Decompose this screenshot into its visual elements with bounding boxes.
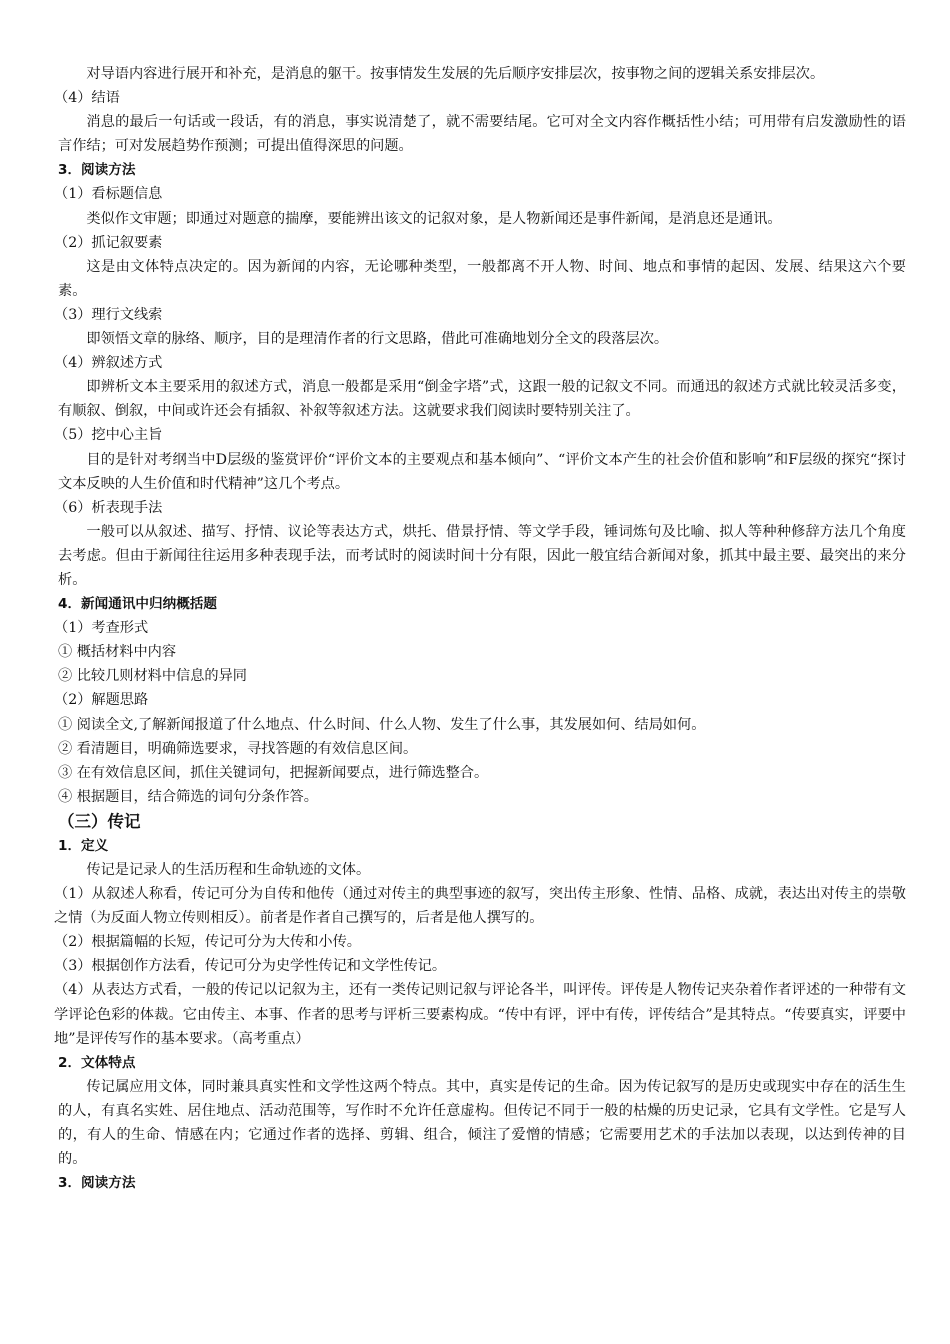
subheading-main-idea: （5）挖中心主旨 (54, 427, 163, 444)
paragraph-clue: 即领悟文章的脉络、顺序，目的是理清作者的行文思路，借此可准确地划分全文的段落层次。 (86, 331, 669, 348)
subheading-narration-style: （4）辨叙述方式 (54, 355, 163, 372)
paragraph-title-info: 类似作文审题；即通过对题意的揣摩，要能辨出该文的记叙对象，是人物新闻还是事件新闻，是消息还是通讯。 (86, 210, 782, 227)
paragraph-length-type: （2）根据篇幅的长短，传记可分为大传和小传。 (54, 934, 361, 951)
heading-genre-features: 2．文体特点 (58, 1054, 136, 1071)
paragraph-method-type: （3）根据创作方法看，传记可分为史学性传记和文学性传记。 (54, 958, 447, 975)
heading-reading-method-2: 3．阅读方法 (58, 1175, 136, 1192)
paragraph-narrative-elements: 这是由文体特点决定的。因为新闻的内容，无论哪种类型，一般都离不开人物、时间、地点和事情的起因、发展、结果这六个要素。 (58, 258, 906, 299)
heading-summary-questions: 4．新闻通讯中归纳概括题 (58, 596, 217, 613)
paragraph-conclusion: 消息的最后一句话或一段话，有的消息，事实说清楚了，就不需要结尾。它可对全文内容作概括性小结；可用带有启发激励性的语言作结；可对发展趋势作预测；可提出值得深思的问题。 (58, 114, 906, 155)
paragraph-techniques: 一般可以从叙述、描写、抒情、议论等表达方式，烘托、借景抒情、等文学手段，锤词炼句及比喻、拟人等种种修辞方法几个角度去考虑。但由于新闻往往运用多种表现手法，而考试时的阅读时间十分有限，因此一般宜结合新闻对象，抓其中最主要、最突出的来分析。 (58, 523, 906, 588)
paragraph-narration-style: 即辨析文本主要采用的叙述方式，消息一般都是采用“倒金字塔”式，这跟一般的记叙文不同。而通迅的叙述方式就比较灵活多变，有顺叙、倒叙，中间或许还会有插叙、补叙等叙述方法。这就要求我们阅读时要特别关注了。 (58, 379, 906, 420)
heading-reading-method: 3．阅读方法 (58, 162, 136, 179)
list-item: ① 阅读全文,了解新闻报道了什么地点、什么时间、什么人物、发生了什么事，其发展如何、结局如何。 (58, 716, 706, 733)
paragraph-definition: 传记是记录人的生活历程和生命轨迹的文体。 (86, 862, 371, 878)
subheading-question-form: （1）考查形式 (54, 620, 149, 637)
subheading-solving-approach: （2）解题思路 (54, 692, 149, 709)
heading-definition: 1．定义 (58, 837, 109, 854)
subheading-title-info: （1）看标题信息 (54, 186, 163, 203)
paragraph-expression-type: （4）从表达方式看，一般的传记以记叙为主，还有一类传记则记叙与评论各半，叫评传。评传是人物传记夹杂着作者评述的一种带有文学评论色彩的体裁。它由传主、本事、作者的思考与评析三要素构成。“传中有评，评中有传，评传结合”是其特点。“传要真实，评要中地”是评传写作的基本要求。（高考重点） (54, 982, 906, 1047)
list-item: ④ 根据题目，结合筛选的词句分条作答。 (58, 788, 318, 805)
paragraph-main-idea: 目的是针对考纲当中D层级的鉴赏评价“评价文本的主要观点和基本倾向”、“评价文本产生的社会价值和影响”和F层级的探究“探讨文本反映的人生价值和时代精神”这几个考点。 (58, 451, 906, 492)
section-heading-biography: （三）传记 (58, 811, 141, 831)
subheading-clue: （3）理行文线索 (54, 306, 163, 323)
paragraph-body-expansion: 对导语内容进行展开和补充，是消息的躯干。按事情发生发展的先后顺序安排层次，按事物之间的逻辑关系安排层次。 (86, 66, 825, 82)
list-item: ② 看清题目，明确筛选要求，寻找答题的有效信息区间。 (58, 740, 418, 757)
list-item: ② 比较几则材料中信息的异同 (58, 668, 247, 685)
subheading-techniques: （6）析表现手法 (54, 499, 163, 516)
list-item: ① 概括材料中内容 (58, 644, 177, 661)
document-page (54, 62, 906, 1195)
paragraph-genre-features: 传记属应用文体，同时兼具真实性和文学性这两个特点。其中，真实是传记的生命。因为传记叙写的是历史或现实中存在的活生生的人，有真名实姓、居住地点、活动范围等，写作时不允许任意虚构。但传记不同于一般的枯燥的历史记录，它具有文学性。它是写人的，有人的生命、情感在内；它通过作者的选择、剪辑、组合，倾注了爱憎的情感；它需要用艺术的手法加以表现，以达到传神的目的。 (58, 1078, 906, 1168)
subheading-conclusion: （4）结语 (54, 90, 120, 107)
subheading-narrative-elements: （2）抓记叙要素 (54, 234, 163, 251)
list-item: ③ 在有效信息区间，抓住关键词句，把握新闻要点，进行筛选整合。 (58, 764, 489, 781)
paragraph-person-type: （1）从叙述人称看，传记可分为自传和他传（通过对传主的典型事迹的叙写，突出传主形象、性情、品格、成就，表达出对传主的崇敬之情（为反面人物立传则相反）。前者是作者自己撰写的，后者是他人撰写的。 (54, 886, 906, 927)
